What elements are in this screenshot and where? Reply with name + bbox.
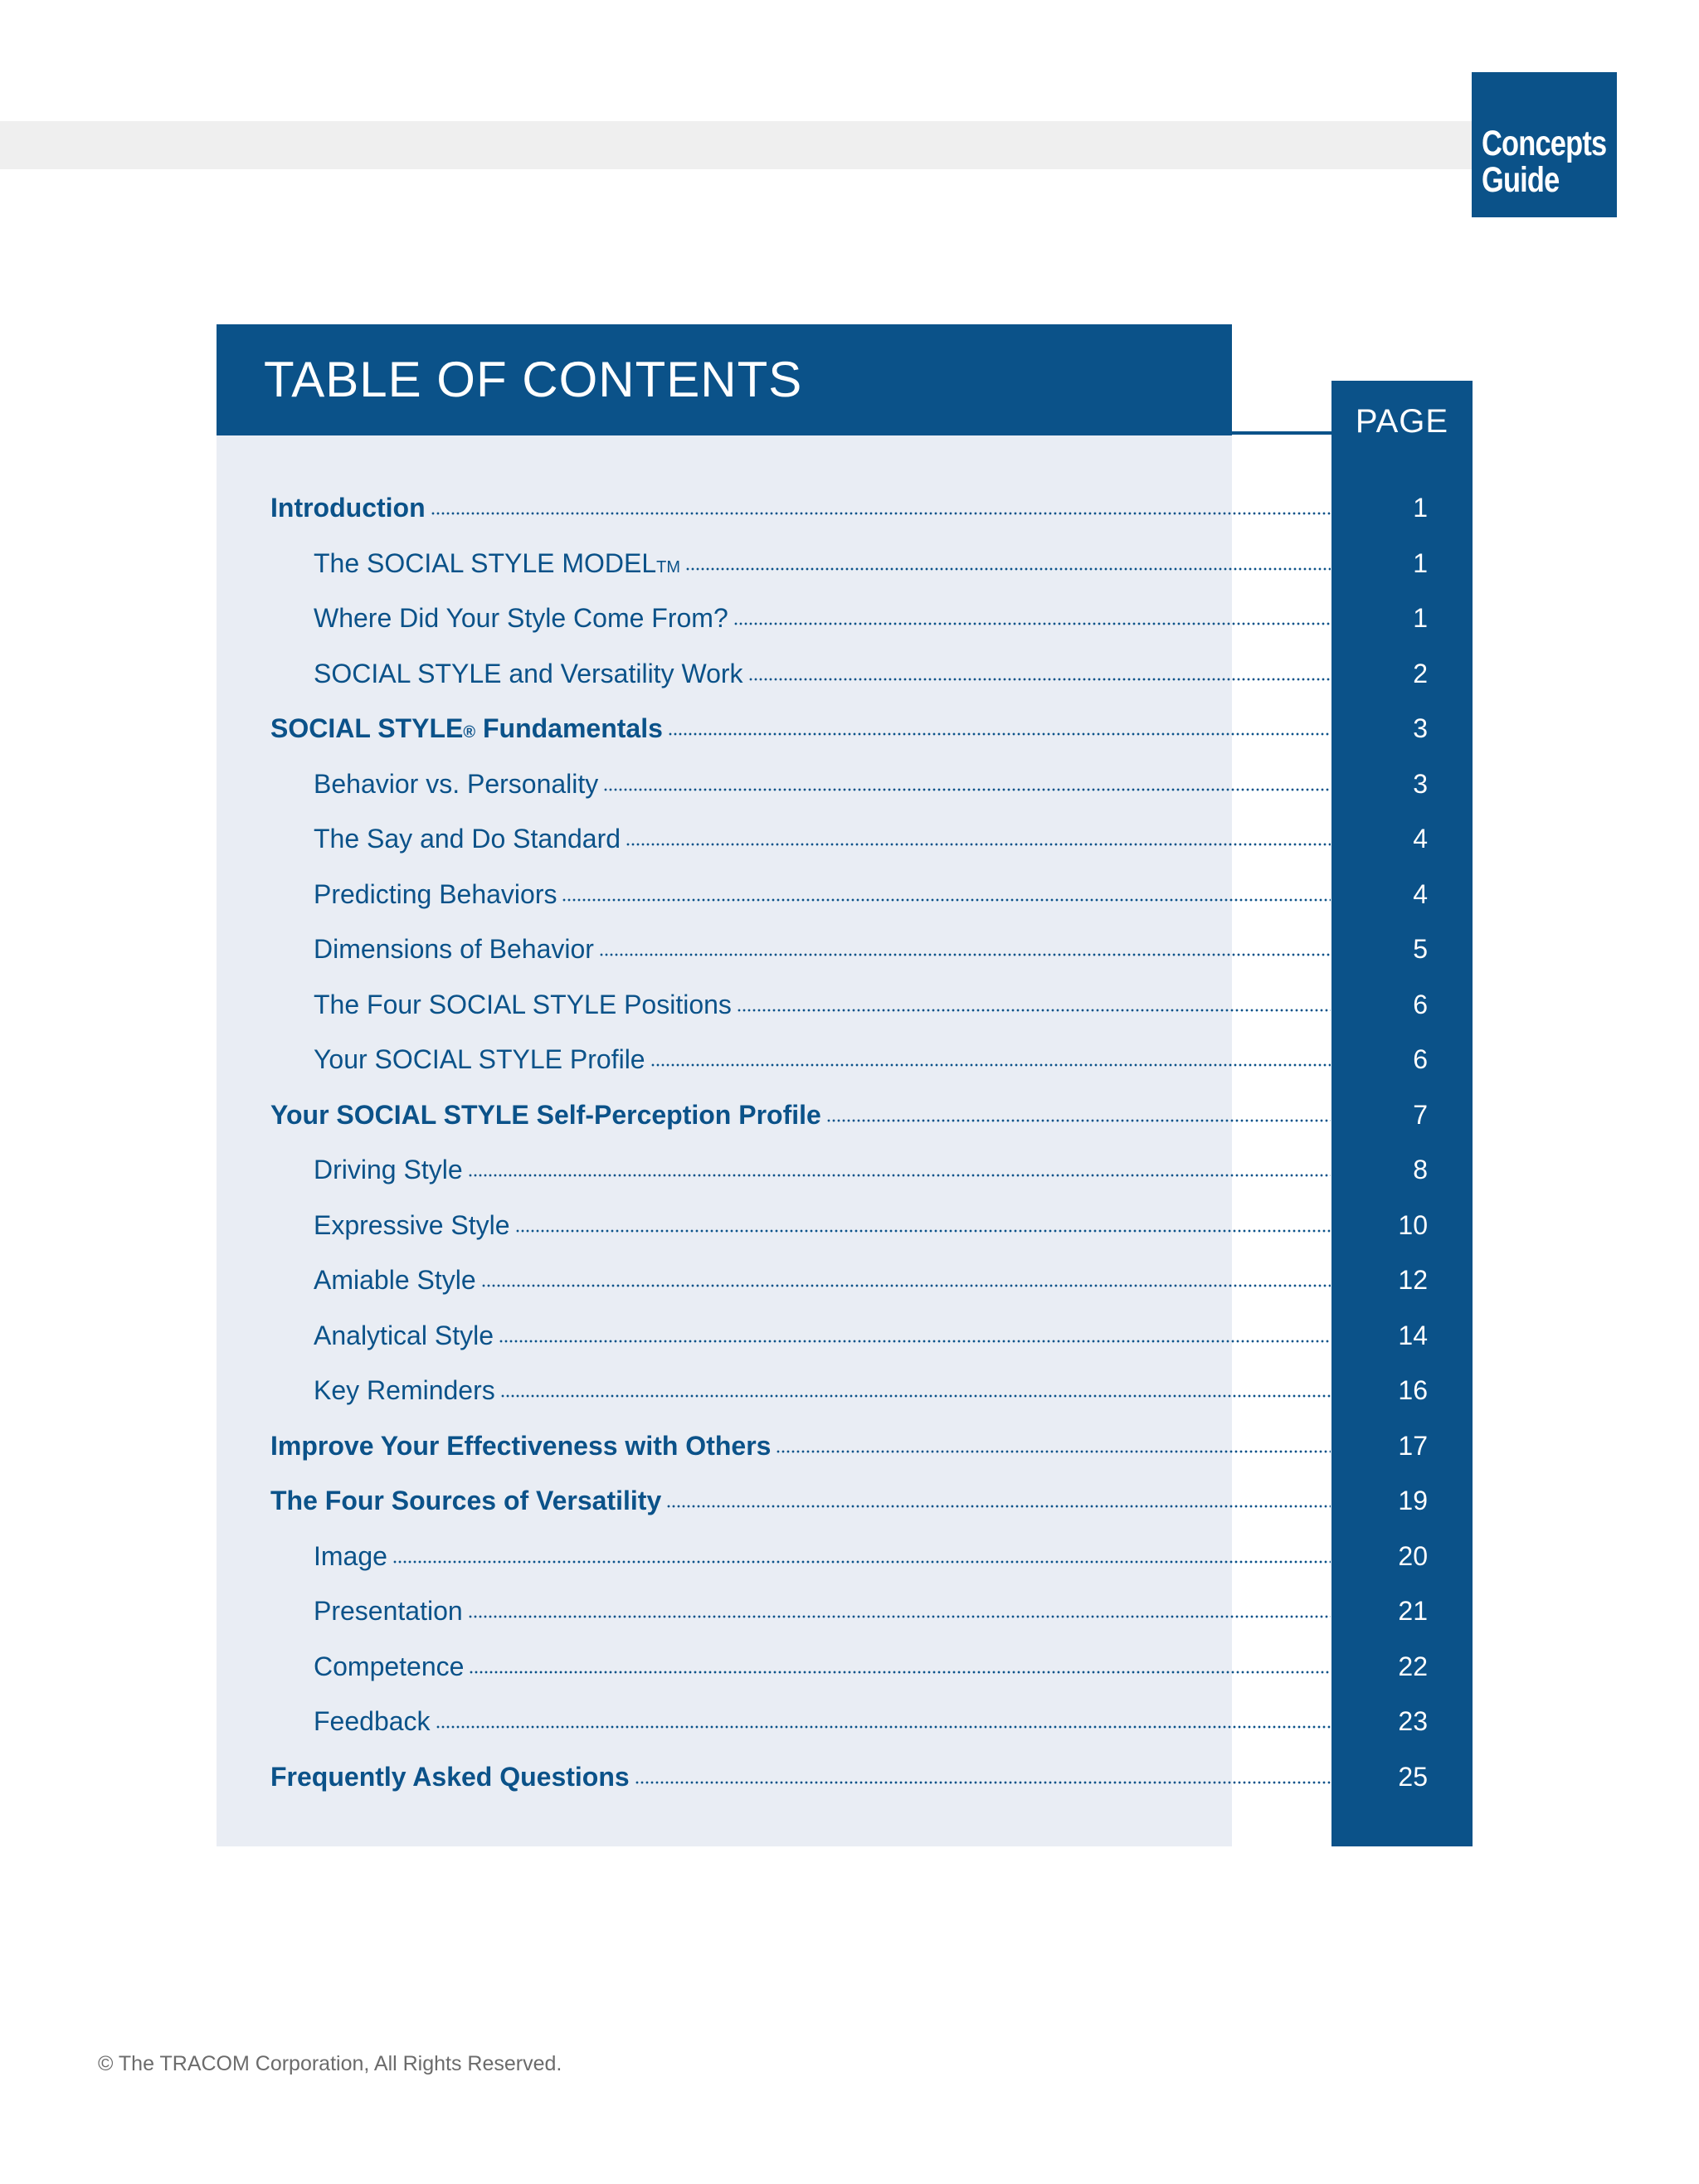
toc-entry-label (314, 1529, 1331, 1583)
dot-leader (733, 617, 1331, 625)
toc-entry-text-suffix: Fundamentals (475, 713, 663, 743)
dot-leader (635, 1776, 1331, 1784)
dot-leader (668, 727, 1331, 736)
toc-entry-page-number: 1 (1413, 493, 1428, 523)
dot-leader (469, 1666, 1331, 1674)
toc-entry-text: Feedback (314, 1706, 431, 1736)
toc-entry[interactable] (0, 1418, 1699, 1473)
toc-entry[interactable] (0, 1529, 1699, 1583)
toc-entry-label (270, 480, 1331, 535)
toc-entry-page-number: 19 (1398, 1486, 1428, 1515)
toc-entry[interactable] (0, 1253, 1699, 1307)
dot-leader (468, 1169, 1331, 1177)
toc-entry-page-number: 4 (1413, 824, 1428, 854)
toc-entry-label (314, 1694, 1331, 1749)
dot-leader (666, 1500, 1331, 1508)
toc-entry[interactable] (0, 1363, 1699, 1418)
toc-entry-page-number: 6 (1413, 1044, 1428, 1074)
dot-leader (431, 507, 1331, 515)
toc-entry-text: The Say and Do Standard (314, 824, 621, 854)
toc-entry[interactable] (0, 922, 1699, 976)
toc-entry-text: Driving Style (314, 1155, 463, 1184)
toc-entry[interactable] (0, 536, 1699, 591)
dot-leader (515, 1224, 1331, 1233)
toc-entry[interactable] (0, 756, 1699, 811)
toc-entry-text: Dimensions of Behavior (314, 934, 594, 964)
toc-entry[interactable] (0, 480, 1699, 535)
toc-entry-text: The SOCIAL STYLE MODEL (314, 548, 657, 578)
toc-entry-page-number: 3 (1413, 713, 1428, 743)
toc-entry-text: Expressive Style (314, 1210, 510, 1240)
toc-entry-text: SOCIAL STYLE and Versatility Work (314, 659, 743, 688)
toc-entry[interactable] (0, 1142, 1699, 1197)
copyright-footer: © The TRACOM Corporation, All Rights Reserved. (98, 2052, 562, 2075)
toc-entry-label (314, 1198, 1331, 1253)
toc-entry[interactable] (0, 977, 1699, 1032)
toc-entry-text: Amiable Style (314, 1265, 476, 1295)
toc-entry-page-number: 10 (1398, 1210, 1428, 1240)
toc-entry-label (270, 1418, 1331, 1473)
toc-entry-label (314, 1583, 1331, 1638)
dot-leader (776, 1445, 1331, 1453)
toc-entry-label (270, 1473, 1331, 1528)
toc-entry-page-number: 2 (1413, 659, 1428, 688)
toc-entry-text: The Four Sources of Versatility (270, 1486, 662, 1515)
toc-entry[interactable] (0, 1308, 1699, 1363)
toc-entry-label (314, 1032, 1331, 1087)
toc-entry-page-number: 1 (1413, 548, 1428, 578)
toc-entry-label (314, 867, 1331, 922)
toc-entry-text: Key Reminders (314, 1375, 495, 1405)
toc-entry-text: Where Did Your Style Come From? (314, 603, 728, 633)
dot-leader (650, 1058, 1331, 1067)
dot-leader (599, 948, 1331, 956)
header-band (0, 121, 1472, 169)
toc-entry-page-number: 21 (1398, 1596, 1428, 1626)
concepts-guide-tab (1472, 72, 1617, 217)
dot-leader (499, 1335, 1331, 1343)
dot-leader (748, 673, 1331, 681)
toc-entry-page-number: 22 (1398, 1651, 1428, 1681)
dot-leader (737, 1004, 1331, 1012)
dot-leader (685, 562, 1331, 571)
toc-entry-label (314, 1363, 1331, 1418)
toc-entry-label: The SOCIAL STYLE MODEL TM (314, 536, 1331, 591)
toc-title: TABLE OF CONTENTS (217, 324, 1232, 435)
toc-entry-label (270, 1087, 1331, 1142)
toc-entry-label (270, 1749, 1331, 1804)
tab-line-2: Guide (1482, 160, 1560, 200)
toc-entry-label (314, 1308, 1331, 1363)
toc-entry-label (314, 922, 1331, 976)
toc-entry-text: Your SOCIAL STYLE Self-Perception Profile (270, 1100, 821, 1130)
toc-entry-page-number: 7 (1413, 1100, 1428, 1130)
dot-leader (826, 1114, 1331, 1122)
header-divider (1232, 431, 1331, 435)
toc-entry-text: The Four SOCIAL STYLE Positions (314, 990, 732, 1019)
toc-entry[interactable] (0, 591, 1699, 645)
toc-entry[interactable] (0, 701, 1699, 756)
toc-entry-label (314, 1639, 1331, 1694)
toc-entry-text: Competence (314, 1651, 465, 1681)
toc-entry[interactable] (0, 1639, 1699, 1694)
toc-entry[interactable] (0, 1032, 1699, 1087)
dot-leader (468, 1610, 1331, 1618)
toc-entry-page-number: 8 (1413, 1155, 1428, 1184)
toc-entry-text: Image (314, 1541, 387, 1571)
dot-leader (603, 783, 1331, 791)
toc-entry-text: Predicting Behaviors (314, 879, 557, 909)
toc-entry-text: SOCIAL STYLE (270, 713, 464, 743)
dot-leader (436, 1720, 1331, 1729)
toc-entry[interactable] (0, 1198, 1699, 1253)
toc-entry-page-number: 3 (1413, 769, 1428, 799)
dot-leader (481, 1279, 1331, 1287)
tab-line-1: Concepts (1482, 124, 1607, 163)
toc-entry-text: Frequently Asked Questions (270, 1762, 630, 1792)
toc-entry[interactable] (0, 811, 1699, 866)
toc-entry-page-number: 20 (1398, 1541, 1428, 1571)
toc-entry-page-number: 16 (1398, 1375, 1428, 1405)
toc-entry-label (314, 756, 1331, 811)
toc-entry[interactable] (0, 646, 1699, 701)
toc-entry-page-number: 6 (1413, 990, 1428, 1019)
toc-entry-label (314, 591, 1331, 645)
toc-entry-page-number: 1 (1413, 603, 1428, 633)
toc-entry-page-number: 17 (1398, 1431, 1428, 1461)
toc-entry-page-number: 23 (1398, 1706, 1428, 1736)
toc-entry-page-number: 12 (1398, 1265, 1428, 1295)
toc-entry-label (314, 811, 1331, 866)
toc-entry-page-number: 25 (1398, 1762, 1428, 1792)
toc-entry-label (314, 1142, 1331, 1197)
toc-entry-label (314, 646, 1331, 701)
dot-leader (626, 838, 1331, 846)
toc-entry-label (314, 1253, 1331, 1307)
toc-entry[interactable] (0, 1087, 1699, 1142)
toc-entry-page-number: 4 (1413, 879, 1428, 909)
toc-entry-text: Presentation (314, 1596, 463, 1626)
toc-entry-page-number: 14 (1398, 1321, 1428, 1350)
toc-entry-text: Introduction (270, 493, 426, 523)
toc-entry-text: Improve Your Effectiveness with Others (270, 1431, 772, 1461)
dot-leader (562, 893, 1331, 902)
toc-entry[interactable] (0, 1694, 1699, 1749)
toc-entry[interactable] (0, 1583, 1699, 1638)
dot-leader (392, 1555, 1331, 1564)
toc-entry-page-number: 5 (1413, 934, 1428, 964)
toc-entry[interactable] (0, 1473, 1699, 1528)
toc-entry[interactable] (0, 1749, 1699, 1804)
toc-entry[interactable] (0, 867, 1699, 922)
toc-entry-label (314, 977, 1331, 1032)
page-column-label: PAGE (1355, 403, 1449, 440)
toc-entry-text: Your SOCIAL STYLE Profile (314, 1044, 645, 1074)
toc-entry-label: SOCIAL STYLE ® Fundamentals (270, 701, 1331, 756)
dot-leader (500, 1389, 1331, 1398)
toc-entry-text: Behavior vs. Personality (314, 769, 599, 799)
toc-entry-text: Analytical Style (314, 1321, 494, 1350)
